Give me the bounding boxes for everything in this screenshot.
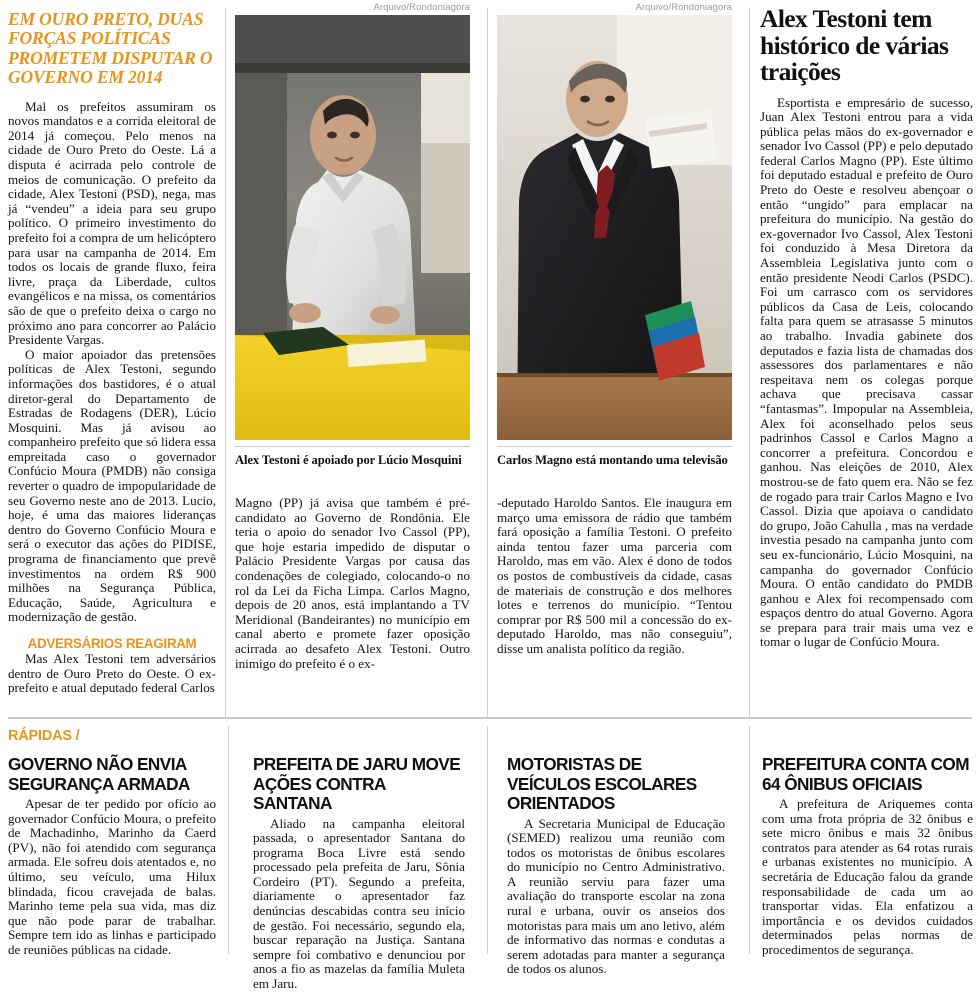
brief-2-headline: PREFEITA DE JARU MOVE AÇÕES CONTRA SANTANA [253, 754, 461, 813]
lead-subhead-paragraph: Mas Alex Testoni tem adversários dentro de Ouro Preto do Oeste. O ex-prefeito e atual deputado federal Carlos [8, 651, 216, 696]
brief-2-text: Aliado na campanha eleitoral passada, o apresentador Santana do programa Boca Livre está sendo processado pela prefeita de Jaru, Sônia Cordeiro (PT). Segundo a prefeita, diariamente o apresentador faz denúncias descabidas contra seu início de gestão. Foi necessário, segundo ela, buscar reparação na Justiça. Santana sempre foi combativo e denunciou por anos a fio as mazelas da família Muleta em Jaru. [253, 815, 465, 992]
photo-caption-2: Carlos Magno está montando uma televisão [497, 453, 728, 467]
column-divider-3 [749, 8, 750, 718]
lead-kicker: EM OURO PRETO, DUAS FORÇAS POLÍTICAS PROMETEM DISPUTAR O GOVERNO EM 2014 [8, 9, 213, 88]
photo-alex-testoni [235, 15, 470, 440]
rapidas-label: RÁPIDAS / [8, 728, 80, 744]
brief-4-headline: PREFEITURA CONTA COM 64 ÔNIBUS OFICIAIS [762, 754, 970, 794]
column-divider-2 [487, 8, 488, 718]
lead-subhead: ADVERSÁRIOS REAGIRAM [27, 636, 197, 651]
brief-1-text: Apesar de ter pedido por ofício ao governador Confúcio Moura, o prefeito de Machadinho, Marinho da Caerd (PV), não foi atendido com segurança armada. Ele sofreu dois atentados e, no último, seu veículo, uma Hilux blindada, ficou cravejada de balas. Marinho teme pela sua vida, mas diz que não pode parar de trabalhar. Sempre tem ido as linhas e participado de reuniões públicas na cidade. [8, 796, 216, 957]
photo-credit-1: Arquivo/Rondoniagora [373, 2, 470, 13]
brief-divider-1 [228, 726, 229, 954]
brief-divider-2 [487, 726, 488, 954]
right-story-text: Esportista e empresário de sucesso, Juan Alex Testoni entrou para a vida pública pelas mãos do ex-governador e senador Ivo Cassol (PP) e pelo deputado federal Carlos Magno (PP). Este último foi deputado estadual e prefeito de Ouro Preto do Oeste e resolveu abençoar o então “ungido” para emplacar na prefeitura do município. Na gestão do ex-governador Ivo Cassol, Alex Testoni foi conduzido à Mesa Diretora da Assembleia Legislativa junto com o então presidente Neodi Carlos (PSDC). Foi um carrasco com os servidores públicos da Casa de Leis, colocando falta para quem se atrasasse 5 minutos ao trabalho. Invadia gabinete dos deputados e fazia lista de chamadas dos assessores dos parlamentares e não respeitava nem os colegas porque achava que precisava cassar “fantasmas”. Impopular na Assembleia, Alex foi aconselhado pelos seus padrinhos Cassol e Carlos Magno a concorrer a prefeitura. Concordou e ganhou. Nas eleições de 2010, Alex mostrou-se de fato quem era. Não se fez de rogado para trair Carlos Magno e Ivo Cassol. Dizia que apoiava o candidato do grupo, João Cahulla , mas na verdade investia pesado na campanha junto com seu ex-funcionário, Lúcio Mosquini, na campanha do governador Confúcio Moura. O então candidato do PMDB ganhou e Alex foi recompensado com espaços dentro do atual Governo. Agora se prepara para trair mais uma vez e tomar o lugar de Confúcio Moura. [760, 94, 973, 650]
rapidas-header [8, 728, 218, 744]
right-story-headline: Alex Testoni tem histórico de várias traições [760, 4, 949, 86]
photo-block-1 [235, 2, 470, 468]
photo-image-2 [497, 15, 732, 440]
brief-4 [762, 755, 973, 958]
brief-2 [253, 755, 465, 992]
continuation-text-c: -deputado Haroldo Santos. Ele inaugura em março uma emissora de rádio que também fará oposição a família Testoni. O prefeito ainda tentou fazer uma parceria com Haroldo, mas em vão. Alex é dono de todos os postos de combustíveis da cidade, casas de materiais de construção e dos melhores lotes e terrenos do município. “Tentou comprar por R$ 500 mil a concessão do ex-deputado Haroldo, mas não conseguiu”, disse um analista político da região. [497, 495, 732, 656]
right-story [760, 6, 973, 650]
brief-3-headline: MOTORISTAS DE VEÍCULOS ESCOLARES ORIENTADOS [507, 754, 697, 813]
continuation-column-b [235, 496, 470, 671]
brief-3 [507, 755, 725, 977]
photo-credit-2: Arquivo/Rondoniagora [635, 2, 732, 13]
photo-carlos-magno [497, 15, 732, 440]
brief-1-headline: GOVERNO NÃO ENVIA SEGURANÇA ARMADA [8, 754, 190, 794]
brief-divider-3 [749, 726, 750, 954]
brief-4-text: A prefeitura de Ariquemes conta com uma frota própria de 32 ônibus e sete micro ônibus e mais 32 ônibus contratos para atender as 64 rotas rurais e urbanas existentes no município. A secretária de Educação falou da grande responsabilidade de cada um ao transportar vidas. Ela enfatizou a importância e os devidos cuidados determinados pelas normas de procedimentos de segurança. [762, 796, 973, 957]
photo-caption-1: Alex Testoni é apoiado por Lúcio Mosquini [235, 453, 462, 467]
continuation-text-b: Magno (PP) já avisa que também é pré-candidato ao Governo de Rondônia. Ele teria o apoio do senador Ivo Cassol (PP), que hoje estaria impedido de disputar o Palácio Presidente Vargas por causa das condenações de colegiado, colocando-o no rol da Lei da Ficha Limpa. Carlos Magno, depois de 20 anos, está implantando a TV Meridional (Bandeirantes) no município em canal aberto e promete fazer oposição acirrada ao desafeto Alex Testoni. Outro inimigo do prefeito é o ex- [235, 495, 470, 671]
lead-paragraph-2: O maior apoiador das pretensões políticas de Alex Testoni, segundo informações dos bastidores, é o atual diretor-geral do Departamento de Estradas de Rodagens (DER), Lúcio Mosquini. Mas já avisou ao companheiro prefeito que só lidera essa empreitada caso o governador Confúcio Moura (PMDB) não consiga reverter o quadro de impopularidade de seu Governo neste ano de 2013. Lucio, hoje, é uma das maiores lideranças dentro do Governo Confúcio Moura e será o executor das ações do PIDISE, programa de financiamento que prevê investimentos na ordem R$ 900 milhões na Segurança Pública, Educação, Saúde, Agricultura e modernização de gestão. [8, 346, 216, 625]
continuation-column-c [497, 496, 732, 657]
brief-1 [8, 755, 216, 958]
brief-3-text: A Secretaria Municipal de Educação (SEMED) realizou uma reunião com todos os motoristas de ônibus escolares do município no Centro Administrativo. A reunião serviu para fazer uma avaliação do transporte escolar na zona rural e urbana, ouvir os anseios dos motoristas para mais um ano letivo, além de informativo das normas e condutas a serem adotadas para manter a segurança de todos os alunos. [507, 815, 725, 977]
section-separator [8, 717, 972, 719]
lead-story [8, 10, 216, 696]
column-divider-1 [225, 8, 226, 718]
photo-image-1 [235, 15, 470, 440]
lead-paragraph-1: Mal os prefeitos assumiram os novos mandatos e a corrida eleitoral de 2014 já começou. Pelo menos na cidade de Ouro Preto do Oeste. Lá a disputa é acirrada pelo controle de meios de comunicação. O prefeito da cidade, Alex Testoni (PSD), nega, mas já “vendeu” a ideia para seu grupo político. O primeiro investimento do prefeito foi a compra de um helicóptero para usar na campanha de 2014. Em todos os locais de grande fluxo, feira livre, praça da Liberdade, cultos evangélicos e na missa, os comentários são de que o prefeito deixa o cargo no próximo ano para concorrer ao Palácio Presidente Vargas. [8, 98, 216, 348]
photo-block-2 [497, 2, 732, 468]
